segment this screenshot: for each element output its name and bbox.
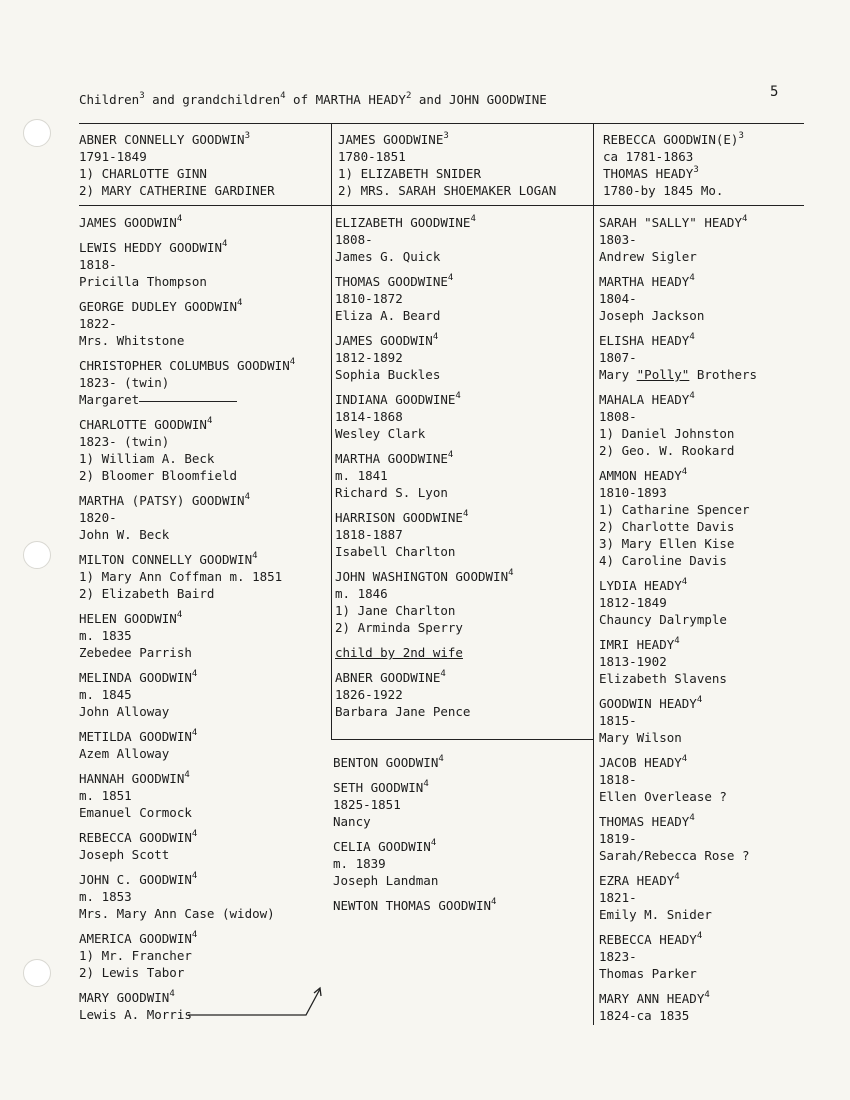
child-detail: 1823- (twin) bbox=[79, 434, 170, 449]
child-detail: 1) Daniel Johnston bbox=[599, 426, 735, 441]
child-name bbox=[333, 897, 496, 914]
spouse-name-text: THOMAS HEADY bbox=[603, 166, 694, 181]
parent-detail: 2) MARY CATHERINE GARDINER bbox=[79, 183, 275, 198]
child-name-text: EZRA HEADY bbox=[599, 873, 675, 888]
child-detail: Emily M. Snider bbox=[599, 907, 712, 922]
child-entry bbox=[599, 636, 757, 687]
child-name bbox=[79, 610, 295, 627]
child-detail: 1823- (twin) bbox=[79, 375, 170, 390]
child-name-text: JAMES GOODWIN bbox=[79, 215, 177, 230]
generation-superscript: 4 bbox=[447, 273, 454, 283]
child-entry bbox=[79, 770, 295, 821]
child-name-text: LYDIA HEADY bbox=[599, 578, 682, 593]
child-detail: Pricilla Thompson bbox=[79, 274, 207, 289]
generation-superscript: 4 bbox=[191, 871, 198, 881]
child-name-text: MARY ANN HEADY bbox=[599, 991, 705, 1006]
child-detail: 1803- bbox=[599, 232, 637, 247]
child-detail: 2) Bloomer Bloomfield bbox=[79, 468, 238, 483]
header-top-rule bbox=[79, 123, 804, 124]
child-entry bbox=[599, 754, 757, 805]
child-detail: 1815- bbox=[599, 713, 637, 728]
child-name bbox=[599, 391, 757, 408]
child-name-text: JAMES GOODWIN bbox=[335, 333, 433, 348]
child-detail: 1) Mary Ann Coffman m. 1851 bbox=[79, 569, 283, 584]
child-name-text: AMERICA GOODWIN bbox=[79, 931, 192, 946]
child-name-text: SETH GOODWIN bbox=[333, 780, 424, 795]
child-entry bbox=[79, 551, 295, 602]
generation-superscript: 4 bbox=[681, 577, 688, 587]
punch-hole-top bbox=[23, 119, 51, 147]
child-name bbox=[79, 298, 295, 315]
generation-superscript: 4 bbox=[462, 509, 469, 519]
child-detail: 1819- bbox=[599, 831, 637, 846]
child-entry bbox=[333, 897, 496, 914]
child-name-text: ABNER GOODWINE bbox=[335, 670, 441, 685]
parent-detail: ca 1781-1863 bbox=[603, 149, 694, 164]
generation-superscript: 4 bbox=[191, 829, 198, 839]
generation-superscript: 4 bbox=[432, 332, 439, 342]
child-name-text: CELIA GOODWIN bbox=[333, 839, 431, 854]
child-detail: 2) Lewis Tabor bbox=[79, 965, 185, 980]
generation-superscript: 2 bbox=[405, 91, 412, 101]
parent-detail: 1) ELIZABETH SNIDER bbox=[338, 166, 481, 181]
child-detail: Sophia Buckles bbox=[335, 367, 441, 382]
child-name-text: GOODWIN HEADY bbox=[599, 696, 697, 711]
generation-superscript: 4 bbox=[191, 930, 198, 940]
child-detail: 1820- bbox=[79, 510, 117, 525]
child-detail: Thomas Parker bbox=[599, 966, 697, 981]
child-entry bbox=[335, 214, 514, 265]
child-entry bbox=[335, 509, 514, 560]
parent-name-text: JAMES GOODWINE bbox=[338, 132, 444, 147]
child-name-text: ELISHA HEADY bbox=[599, 333, 690, 348]
child-name bbox=[335, 450, 514, 467]
generation-superscript: 4 bbox=[508, 568, 514, 578]
child-name bbox=[335, 669, 514, 686]
child-name bbox=[335, 332, 514, 349]
parent-detail: 2) MRS. SARAH SHOEMAKER LOGAN bbox=[338, 183, 557, 198]
arrow-icon bbox=[188, 985, 328, 1021]
child-entry bbox=[335, 391, 514, 442]
generation-superscript: 4 bbox=[696, 931, 703, 941]
generation-superscript: 3 bbox=[244, 131, 250, 141]
child-name bbox=[79, 214, 295, 231]
child-detail: Joseph Landman bbox=[333, 873, 439, 888]
generation-superscript: 3 bbox=[693, 165, 699, 175]
child-detail: Margaret bbox=[79, 391, 295, 408]
child-detail: 1812-1849 bbox=[599, 595, 667, 610]
child-detail: 1818- bbox=[79, 257, 117, 272]
generation-superscript: 3 bbox=[139, 91, 145, 101]
child-name-text: BENTON GOODWIN bbox=[333, 755, 439, 770]
parent-cell-james bbox=[338, 131, 556, 199]
child-name bbox=[79, 930, 295, 947]
child-detail: 1804- bbox=[599, 291, 637, 306]
child-detail: 1818- bbox=[599, 772, 637, 787]
child-name-text: REBECCA HEADY bbox=[599, 932, 697, 947]
generation-superscript: 4 bbox=[244, 492, 250, 502]
child-name bbox=[335, 568, 514, 585]
generation-superscript: 4 bbox=[681, 467, 688, 477]
child-detail: John Alloway bbox=[79, 704, 170, 719]
child-name bbox=[599, 467, 757, 484]
child-name bbox=[79, 357, 295, 374]
child-detail: m. 1846 bbox=[335, 586, 388, 601]
child-detail: 2) Charlotte Davis bbox=[599, 519, 735, 534]
child-detail: Azem Alloway bbox=[79, 746, 170, 761]
child-name bbox=[599, 332, 757, 349]
child-detail: 1810-1893 bbox=[599, 485, 667, 500]
child-name-text: IMRI HEADY bbox=[599, 637, 675, 652]
child-detail: 3) Mary Ellen Kise bbox=[599, 536, 735, 551]
parent-name bbox=[603, 131, 744, 148]
child-name-text: HANNAH GOODWIN bbox=[79, 771, 185, 786]
child-detail: 1) Mr. Francher bbox=[79, 948, 192, 963]
child-detail: 1) Jane Charlton bbox=[335, 603, 456, 618]
child-detail: m. 1835 bbox=[79, 628, 132, 643]
page-title bbox=[79, 92, 547, 107]
child-name-text: HARRISON GOODWINE bbox=[335, 510, 463, 525]
child-name-text: JOHN WASHINGTON GOODWIN bbox=[335, 569, 509, 584]
child-detail: Mary "Polly" Brothers bbox=[599, 367, 758, 382]
generation-superscript: 4 bbox=[222, 239, 228, 249]
child-entry bbox=[599, 695, 757, 746]
child-entry bbox=[79, 298, 295, 349]
child-name bbox=[599, 754, 757, 771]
child-detail: Ellen Overlease ? bbox=[599, 789, 727, 804]
child-name bbox=[599, 273, 757, 290]
child-detail: Andrew Sigler bbox=[599, 249, 697, 264]
child-name bbox=[333, 838, 496, 855]
child-detail: Emanuel Cormock bbox=[79, 805, 192, 820]
child-entry bbox=[335, 568, 514, 636]
child-detail: Sarah/Rebecca Rose ? bbox=[599, 848, 750, 863]
child-detail: Lewis A. Morris bbox=[79, 1007, 192, 1022]
title-part: and grandchildren bbox=[144, 92, 281, 107]
middle-box-bottom-rule bbox=[331, 739, 593, 740]
child-name-text: CHARLOTTE GOODWIN bbox=[79, 417, 207, 432]
child-name-text: INDIANA GOODWINE bbox=[335, 392, 456, 407]
generation-superscript: 4 bbox=[252, 551, 258, 561]
generation-superscript: 3 bbox=[443, 131, 449, 141]
generation-superscript: 4 bbox=[237, 298, 243, 308]
generation-superscript: 4 bbox=[184, 770, 190, 780]
child-detail: 1822- bbox=[79, 316, 117, 331]
children-list-abner bbox=[79, 214, 295, 1031]
child-detail: Mrs. Mary Ann Case (widow) bbox=[79, 906, 275, 921]
parent-cell-abner bbox=[79, 131, 275, 199]
child-entry bbox=[599, 214, 757, 265]
child-name-text: JACOB HEADY bbox=[599, 755, 682, 770]
child-entry bbox=[599, 872, 757, 923]
parent-name bbox=[338, 131, 556, 148]
child-detail: 1813-1902 bbox=[599, 654, 667, 669]
child-name-text: METILDA GOODWIN bbox=[79, 729, 192, 744]
generation-superscript: 3 bbox=[738, 131, 744, 141]
generation-superscript: 4 bbox=[176, 214, 183, 224]
generation-superscript: 4 bbox=[704, 990, 710, 1000]
child-name bbox=[79, 492, 295, 509]
parent-detail: 1791-1849 bbox=[79, 149, 147, 164]
parent-name bbox=[79, 131, 275, 148]
child-name bbox=[599, 636, 757, 653]
parent-name-text: ABNER CONNELLY GOODWIN bbox=[79, 132, 245, 147]
child-name-text: NEWTON THOMAS GOODWIN bbox=[333, 898, 492, 913]
generation-superscript: 4 bbox=[280, 91, 286, 101]
punch-hole-bottom bbox=[23, 959, 51, 987]
child-detail: Mary Wilson bbox=[599, 730, 682, 745]
blank-line bbox=[139, 400, 237, 402]
child-entry bbox=[79, 416, 295, 484]
child-detail: Eliza A. Beard bbox=[335, 308, 441, 323]
generation-superscript: 4 bbox=[689, 391, 695, 401]
generation-superscript: 4 bbox=[696, 695, 703, 705]
child-detail: m. 1851 bbox=[79, 788, 132, 803]
child-name-text: MARTHA GOODWINE bbox=[335, 451, 448, 466]
generation-superscript: 4 bbox=[674, 636, 680, 646]
child-entry bbox=[599, 577, 757, 628]
child-name-text: MILTON CONNELLY GOODWIN bbox=[79, 552, 253, 567]
child-detail: Chauncy Dalrymple bbox=[599, 612, 727, 627]
child-detail: 2) Elizabeth Baird bbox=[79, 586, 215, 601]
child-name-text: SARAH "SALLY" HEADY bbox=[599, 215, 742, 230]
subheading-second-wife: child by 2nd wife bbox=[335, 645, 463, 660]
child-name-text: REBECCA GOODWIN bbox=[79, 830, 192, 845]
child-detail: John W. Beck bbox=[79, 527, 170, 542]
child-name bbox=[599, 695, 757, 712]
child-detail: Isabell Charlton bbox=[335, 544, 456, 559]
child-detail: 1812-1892 bbox=[335, 350, 403, 365]
child-entry bbox=[599, 467, 757, 569]
child-entry bbox=[599, 990, 757, 1024]
child-entry bbox=[335, 273, 514, 324]
child-entry bbox=[333, 779, 496, 830]
child-name bbox=[335, 214, 514, 231]
child-detail: 1) William A. Beck bbox=[79, 451, 215, 466]
child-detail: James G. Quick bbox=[335, 249, 441, 264]
child-name-text: THOMAS GOODWINE bbox=[335, 274, 448, 289]
child-name bbox=[335, 273, 514, 290]
child-entry bbox=[599, 391, 757, 459]
child-detail: 1808- bbox=[335, 232, 373, 247]
title-part: of MARTHA HEADY bbox=[285, 92, 406, 107]
child-entry bbox=[79, 492, 295, 543]
child-name bbox=[79, 728, 295, 745]
column-divider-right bbox=[593, 123, 594, 1025]
child-detail: 1810-1872 bbox=[335, 291, 403, 306]
child-entry bbox=[79, 829, 295, 863]
child-name-text: AMMON HEADY bbox=[599, 468, 682, 483]
title-part: Children bbox=[79, 92, 140, 107]
child-entry bbox=[79, 214, 295, 231]
generation-superscript: 4 bbox=[191, 728, 198, 738]
child-detail: 2) Arminda Sperry bbox=[335, 620, 463, 635]
child-name bbox=[599, 990, 757, 1007]
parent-detail: 1) CHARLOTTE GINN bbox=[79, 166, 207, 181]
child-name bbox=[79, 829, 295, 846]
child-detail: Barbara Jane Pence bbox=[335, 704, 471, 719]
child-entry bbox=[79, 871, 295, 922]
parent-cell-rebecca bbox=[603, 131, 744, 199]
child-name-text: HELEN GOODWIN bbox=[79, 611, 177, 626]
child-name-text: JOHN C. GOODWIN bbox=[79, 872, 192, 887]
child-name bbox=[599, 813, 757, 830]
child-name-text: MARTHA (PATSY) GOODWIN bbox=[79, 493, 245, 508]
child-detail: 2) Geo. W. Rookard bbox=[599, 443, 735, 458]
generation-superscript: 4 bbox=[470, 214, 476, 224]
header-bottom-rule bbox=[79, 205, 804, 206]
child-detail: 4) Caroline Davis bbox=[599, 553, 727, 568]
child-name-text: GEORGE DUDLEY GOODWIN bbox=[79, 299, 238, 314]
generation-superscript: 4 bbox=[681, 754, 688, 764]
child-detail: m. 1839 bbox=[333, 856, 386, 871]
child-name bbox=[599, 872, 757, 889]
child-name bbox=[79, 770, 295, 787]
generation-superscript: 4 bbox=[191, 669, 198, 679]
child-entry bbox=[335, 450, 514, 501]
title-part: and JOHN GOODWINE bbox=[411, 92, 547, 107]
generation-superscript: 4 bbox=[491, 897, 497, 907]
child-name bbox=[599, 577, 757, 594]
generation-superscript: 4 bbox=[689, 332, 695, 342]
generation-superscript: 4 bbox=[440, 669, 446, 679]
child-detail: 1808- bbox=[599, 409, 637, 424]
child-detail: 1814-1868 bbox=[335, 409, 403, 424]
child-name bbox=[79, 551, 295, 568]
child-detail: m. 1853 bbox=[79, 889, 132, 904]
child-name bbox=[79, 239, 295, 256]
child-detail: Nancy bbox=[333, 814, 371, 829]
child-name bbox=[333, 779, 496, 796]
child-entry bbox=[79, 930, 295, 981]
generation-superscript: 4 bbox=[438, 754, 444, 764]
parent-detail: 1780-1851 bbox=[338, 149, 406, 164]
child-name-text: MARTHA HEADY bbox=[599, 274, 690, 289]
child-name bbox=[79, 416, 295, 433]
child-entry bbox=[599, 813, 757, 864]
child-detail: Joseph Scott bbox=[79, 847, 170, 862]
page-number: 5 bbox=[770, 84, 779, 100]
child-entry bbox=[335, 332, 514, 383]
child-detail: 1807- bbox=[599, 350, 637, 365]
child-detail: Richard S. Lyon bbox=[335, 485, 448, 500]
child-entry bbox=[599, 332, 757, 383]
child-entry bbox=[79, 357, 295, 408]
child-detail: 1823- bbox=[599, 949, 637, 964]
child-name-text: MELINDA GOODWIN bbox=[79, 670, 192, 685]
generation-superscript: 4 bbox=[206, 416, 213, 426]
generation-superscript: 4 bbox=[430, 838, 437, 848]
children-list-rebecca bbox=[599, 214, 757, 1032]
spouse-detail: 1780-by 1845 Mo. bbox=[603, 183, 724, 198]
child-entry bbox=[335, 669, 514, 720]
child-name-text: ELIZABETH GOODWINE bbox=[335, 215, 471, 230]
child-detail: Joseph Jackson bbox=[599, 308, 705, 323]
child-entry bbox=[333, 754, 496, 771]
child-detail: 1818-1887 bbox=[335, 527, 403, 542]
child-entry bbox=[79, 610, 295, 661]
child-entry bbox=[79, 728, 295, 762]
spouse-name bbox=[603, 165, 744, 182]
child-name-text: LEWIS HEDDY GOODWIN bbox=[79, 240, 222, 255]
child-detail: 1) Catharine Spencer bbox=[599, 502, 750, 517]
child-name bbox=[335, 391, 514, 408]
child-entry bbox=[599, 931, 757, 982]
generation-superscript: 4 bbox=[289, 357, 296, 367]
child-detail: 1824-ca 1835 bbox=[599, 1008, 690, 1023]
generation-superscript: 4 bbox=[176, 610, 183, 620]
column-divider-left bbox=[331, 123, 332, 740]
generation-superscript: 4 bbox=[169, 989, 175, 999]
generation-superscript: 4 bbox=[447, 450, 454, 460]
child-detail: m. 1845 bbox=[79, 687, 132, 702]
parent-name-text: REBECCA GOODWIN(E) bbox=[603, 132, 739, 147]
child-detail: Zebedee Parrish bbox=[79, 645, 192, 660]
child-detail: 1826-1922 bbox=[335, 687, 403, 702]
generation-superscript: 4 bbox=[423, 779, 429, 789]
child-detail: Mrs. Whitstone bbox=[79, 333, 185, 348]
child-name-text: CHRISTOPHER COLUMBUS GOODWIN bbox=[79, 358, 290, 373]
child-name bbox=[599, 931, 757, 948]
child-entry bbox=[79, 239, 295, 290]
child-entry bbox=[79, 669, 295, 720]
punch-hole-middle bbox=[23, 541, 51, 569]
child-name bbox=[599, 214, 757, 231]
child-detail: 1825-1851 bbox=[333, 797, 401, 812]
child-name-text: MARY GOODWIN bbox=[79, 990, 170, 1005]
child-name bbox=[79, 871, 295, 888]
generation-superscript: 4 bbox=[455, 391, 461, 401]
children-list-james-continued bbox=[333, 754, 496, 922]
child-detail: 1821- bbox=[599, 890, 637, 905]
child-entry bbox=[599, 273, 757, 324]
child-detail: Elizabeth Slavens bbox=[599, 671, 727, 686]
child-name-text: MAHALA HEADY bbox=[599, 392, 690, 407]
generation-superscript: 4 bbox=[689, 273, 695, 283]
child-detail: m. 1841 bbox=[335, 468, 388, 483]
child-name bbox=[79, 669, 295, 686]
child-name bbox=[333, 754, 496, 771]
child-entry bbox=[333, 838, 496, 889]
generation-superscript: 4 bbox=[742, 214, 748, 224]
generation-superscript: 4 bbox=[689, 813, 695, 823]
children-list-james bbox=[335, 214, 514, 728]
child-name-text: THOMAS HEADY bbox=[599, 814, 690, 829]
child-name bbox=[335, 509, 514, 526]
generation-superscript: 4 bbox=[674, 872, 680, 882]
child-detail: Wesley Clark bbox=[335, 426, 426, 441]
